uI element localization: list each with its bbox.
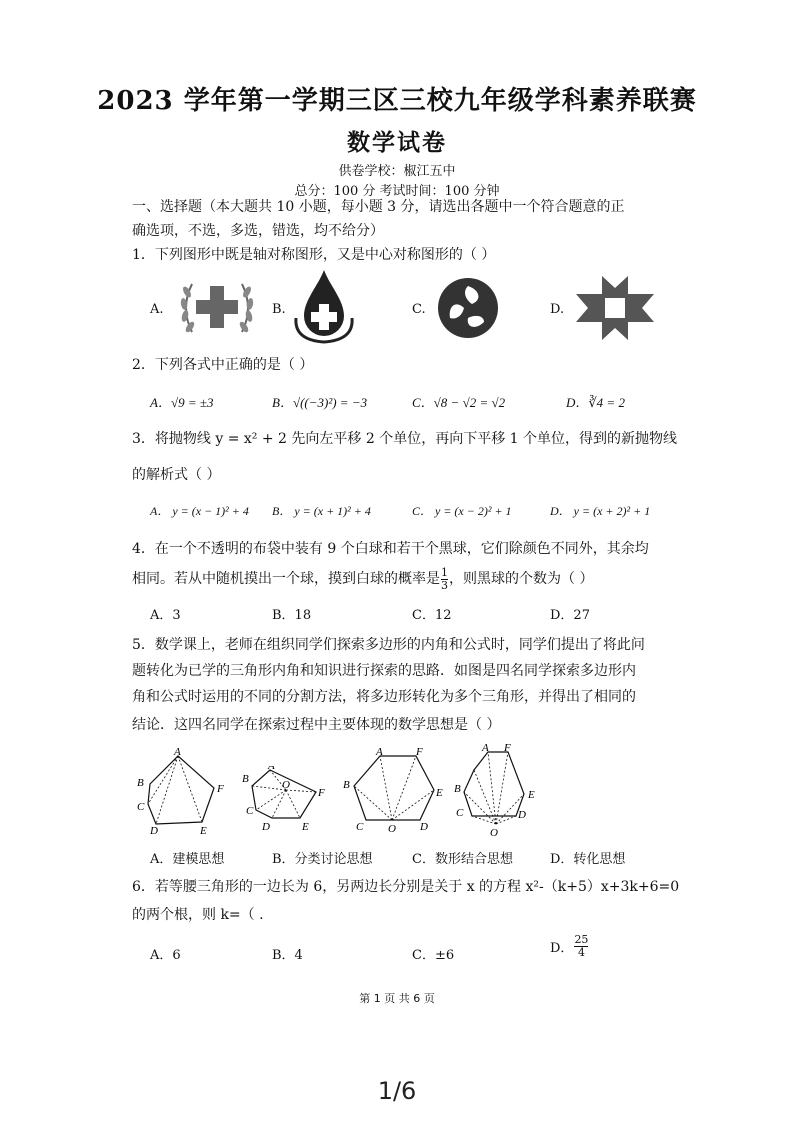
- q6-option-c: C．±6: [412, 948, 455, 963]
- q5-option-b: B．分类讨论思想: [272, 852, 373, 867]
- figure-hexagon-side-point: [340, 746, 446, 840]
- page-footer: 第 1 页 共 6 页: [359, 992, 435, 1005]
- fig1-label-f: F: [217, 783, 224, 795]
- fig4-label-a: A: [482, 742, 489, 754]
- q4-stem-line2-a: 相同。若从中随机摸出一个球，摸到白球的概率是: [132, 571, 440, 587]
- q3-option-a: A． y = (x − 1)² + 4: [150, 504, 249, 518]
- q6-option-a: A．6: [150, 948, 181, 963]
- q3-option-c: C． y = (x − 2)² + 1: [412, 504, 512, 518]
- q6-fraction-denominator: 4: [577, 946, 585, 959]
- figure-hexagon-center-point: [238, 766, 334, 840]
- q5-stem-line3: 角和公式时运用的不同的分割方法，将多边形转化为多个三角形，并得出了相同的: [132, 689, 636, 705]
- q2-stem: 2．下列各式中正确的是（ ）: [132, 357, 314, 373]
- supplier-school: 供卷学校：椒江五中: [338, 164, 456, 179]
- q4-option-b: B．18: [272, 608, 312, 623]
- q5-option-c: C．数形结合思想: [412, 852, 513, 867]
- fig2-label-a: A: [268, 766, 275, 772]
- fig2-label-c: C: [246, 805, 254, 817]
- fig1-label-e: E: [200, 825, 207, 836]
- q5-stem-line4: 结论．这四名同学在探索过程中主要体现的数学思想是（ ）: [132, 717, 501, 733]
- fig3-label-e: E: [436, 787, 443, 799]
- q4-fraction-denominator: 3: [441, 578, 448, 592]
- section-heading-line2: 确选项，不选，多选，错选，均不给分）: [132, 223, 384, 239]
- fig3-label-o: O: [388, 823, 396, 835]
- q4-fraction-numerator: 1: [441, 565, 448, 579]
- fig2-label-e: E: [302, 821, 309, 833]
- q1-option-b: B.: [272, 302, 286, 317]
- blood-drop-cross-icon: [290, 266, 358, 350]
- fig4-label-b: B: [454, 783, 461, 795]
- q2-option-c: C．√8 − √2 = √2: [412, 395, 506, 410]
- fig1-label-c: C: [137, 801, 145, 813]
- q5-stem-line2: 题转化为已学的三角形内角和知识进行探索的思路．如图是四名同学探索多边形内: [132, 663, 636, 679]
- q1-option-d: D.: [550, 302, 565, 317]
- q4-probability-fraction: [441, 567, 448, 592]
- fig2-label-o: O: [282, 779, 290, 791]
- score-and-time: 总分：100 分 考试时间：100 分钟: [294, 184, 500, 199]
- q6-option-d-label: D．: [550, 941, 574, 956]
- q1-option-c: C.: [412, 302, 426, 317]
- red-cross-wreath-icon: [178, 272, 256, 348]
- q6-option-b: B．4: [272, 948, 303, 963]
- q3-stem-line1: 3．将抛物线 y = x² + 2 先向左平移 2 个单位，再向下平移 1 个单位，得到的新抛物线: [132, 431, 678, 447]
- q3-option-b: B． y = (x + 1)² + 4: [272, 504, 371, 518]
- q3-option-d: D． y = (x + 2)² + 1: [550, 504, 651, 518]
- q4-option-d: D．27: [550, 608, 590, 623]
- fig3-label-d: D: [420, 821, 428, 833]
- q6-stem-line1: 6．若等腰三角形的一边长为 6，另两边长分别是关于 x 的方程 x²-（k+5）x+3k+6=0: [132, 879, 680, 895]
- q2-option-b: B．√((−3)²) = −3: [272, 395, 368, 410]
- q4-option-c: C．12: [412, 608, 452, 623]
- fig4-label-f: F: [504, 742, 511, 754]
- cross-puzzle-icon: [572, 272, 658, 348]
- figure-pentagon-diagonals: [134, 746, 240, 840]
- fig3-label-a: A: [376, 746, 383, 758]
- q5-stem-line1: 5．数学课上，老师在组织同学们探索多边形的内角和公式时，同学们提出了将此问: [132, 637, 645, 653]
- page-indicator: 1/6: [377, 1077, 417, 1105]
- q2-option-d: D．∛4 = 2: [566, 395, 625, 410]
- q1-option-a: A.: [150, 302, 164, 317]
- q6-stem-line2: 的两个根，则 k=（ .: [132, 907, 264, 923]
- fig1-label-b: B: [137, 777, 144, 789]
- fig2-label-f: F: [318, 787, 325, 799]
- fig1-label-d: D: [150, 825, 158, 836]
- fig4-label-e: E: [528, 789, 535, 801]
- fig4-label-d: D: [518, 809, 526, 821]
- fig1-label-a: A: [174, 746, 181, 758]
- figure-heptagon-outside-point: [450, 740, 550, 844]
- q1-stem: 1．下列图形中既是轴对称图形，又是中心对称图形的（ ）: [132, 247, 496, 263]
- exam-subtitle: 数学试卷: [347, 129, 447, 156]
- q4-option-a: A．3: [150, 608, 181, 623]
- exam-title: 2023 学年第一学期三区三校九年级学科素养联赛: [97, 86, 697, 116]
- q4-stem-line2-b: ，则黑球的个数为（ ）: [449, 571, 594, 587]
- fig4-label-c: C: [456, 807, 464, 819]
- fig2-label-b: B: [242, 773, 249, 785]
- q6-option-d-fraction: [574, 934, 588, 959]
- q3-stem-line2: 的解析式（ ）: [132, 467, 221, 483]
- recycle-leaves-circle-icon: [436, 276, 500, 344]
- fig3-label-f: F: [416, 746, 423, 758]
- q2-option-a: A．√9 = ±3: [150, 395, 214, 410]
- q4-stem-line2: [132, 566, 593, 592]
- q4-stem-line1: 4．在一个不透明的布袋中装有 9 个白球和若干个黑球，它们除颜色不同外，其余均: [132, 541, 649, 557]
- q5-option-a: A．建模思想: [150, 852, 225, 867]
- section-heading-line1: 一、选择题（本大题共 10 小题，每小题 3 分，请选出各题中一个符合题意的正: [132, 199, 625, 215]
- q6-fraction-numerator: 25: [574, 933, 589, 946]
- fig3-label-c: C: [356, 821, 364, 833]
- fig4-label-o: O: [490, 827, 498, 839]
- fig3-label-b: B: [343, 779, 350, 791]
- q6-option-d: [550, 934, 589, 959]
- fig2-label-d: D: [262, 821, 270, 833]
- q5-option-d: D．转化思想: [550, 852, 626, 867]
